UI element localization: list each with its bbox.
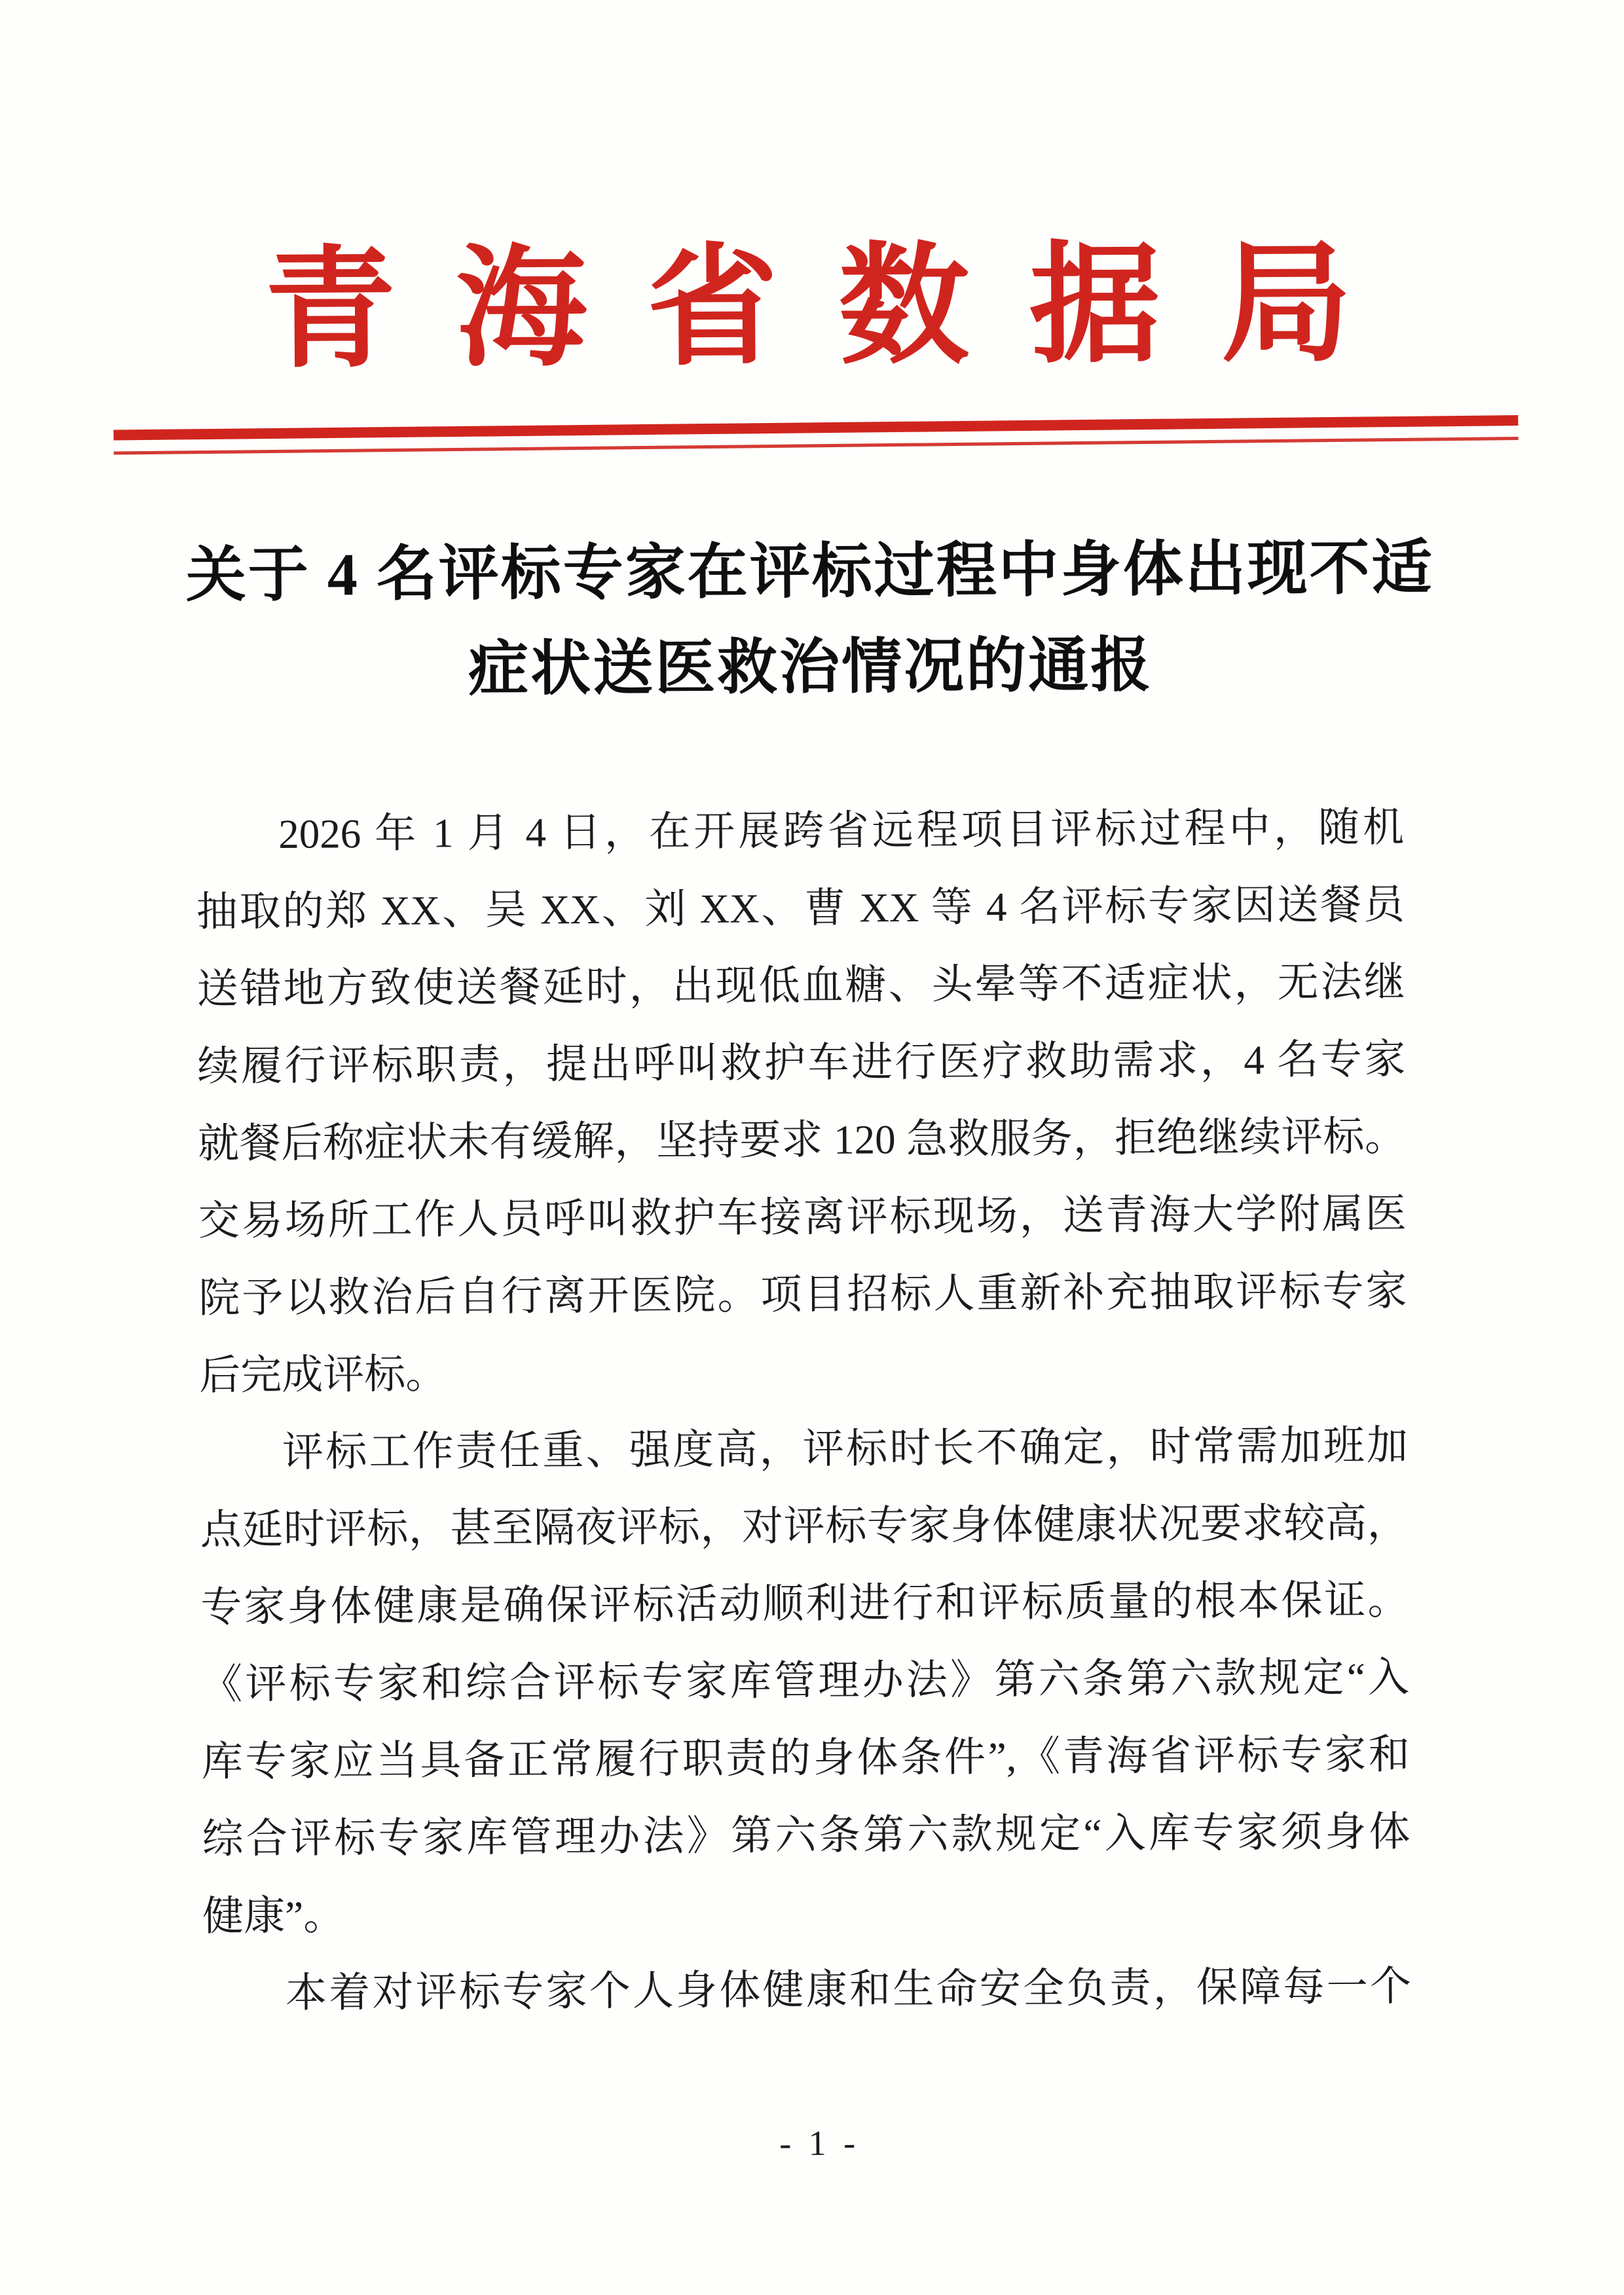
title-line-2: 症状送医救治情况的通报 bbox=[468, 631, 1153, 703]
body-line-5: 就餐后称症状未有缓解，坚持要求 120 急救服务，拒绝继续评标。 bbox=[197, 1113, 1407, 1167]
agency-name: 青海省数据局 bbox=[264, 232, 1412, 384]
header-rule-thick bbox=[113, 415, 1518, 440]
body-line-2: 抽取的郑 XX、吴 XX、刘 XX、曹 XX 等 4 名评标专家因送餐员 bbox=[196, 881, 1405, 935]
body-line-4: 续履行评标职责，提出呼叫救护车进行医疗救助需求，4 名专家 bbox=[197, 1036, 1406, 1090]
letterhead-rules bbox=[113, 415, 1518, 454]
body-line-8: 后完成评标。 bbox=[199, 1351, 447, 1399]
title-line-1: 关于 4 名评标专家在评标过程中身体出现不适 bbox=[185, 534, 1435, 609]
body-line-6: 交易场所工作人员呼叫救护车接离评标现场，送青海大学附属医 bbox=[198, 1190, 1407, 1244]
document-body bbox=[196, 788, 1411, 2032]
body-line-10: 点延时评标，甚至隔夜评标，对评标专家身体健康状况要求较高， bbox=[200, 1499, 1409, 1553]
body-line-3: 送错地方致使送餐延时，出现低血糖、头晕等不适症状，无法继 bbox=[196, 959, 1405, 1012]
page-number: - 1 - bbox=[779, 2123, 860, 2163]
body-line-13: 库专家应当具备正常履行职责的身体条件”,《青海省评标专家和 bbox=[201, 1731, 1411, 1785]
body-line-14: 综合评标专家库管理办法》第六条第六款规定“入库专家须身体 bbox=[202, 1808, 1411, 1862]
body-line-7: 院予以救治后自行离开医院。项目招标人重新补充抽取评标专家 bbox=[198, 1268, 1407, 1321]
header-rule-thin bbox=[114, 437, 1519, 454]
body-line-12: 《评标专家和综合评标专家库管理办法》第六条第六款规定“入 bbox=[200, 1654, 1410, 1708]
body-line-1: 2026 年 1 月 4 日，在开展跨省远程项目评标过程中，随机 bbox=[278, 804, 1405, 857]
document-title bbox=[0, 519, 1623, 720]
body-line-15: 健康”。 bbox=[202, 1892, 345, 1939]
body-line-9: 评标工作责任重、强度高，评标时长不确定，时常需加班加 bbox=[282, 1422, 1409, 1475]
body-line-11: 专家身体健康是确保评标活动顺利进行和评标质量的根本保证。 bbox=[200, 1577, 1409, 1630]
body-line-16: 本着对评标专家个人身体健康和生命安全负责，保障每一个 bbox=[285, 1963, 1412, 2016]
agency-header bbox=[0, 228, 1621, 388]
